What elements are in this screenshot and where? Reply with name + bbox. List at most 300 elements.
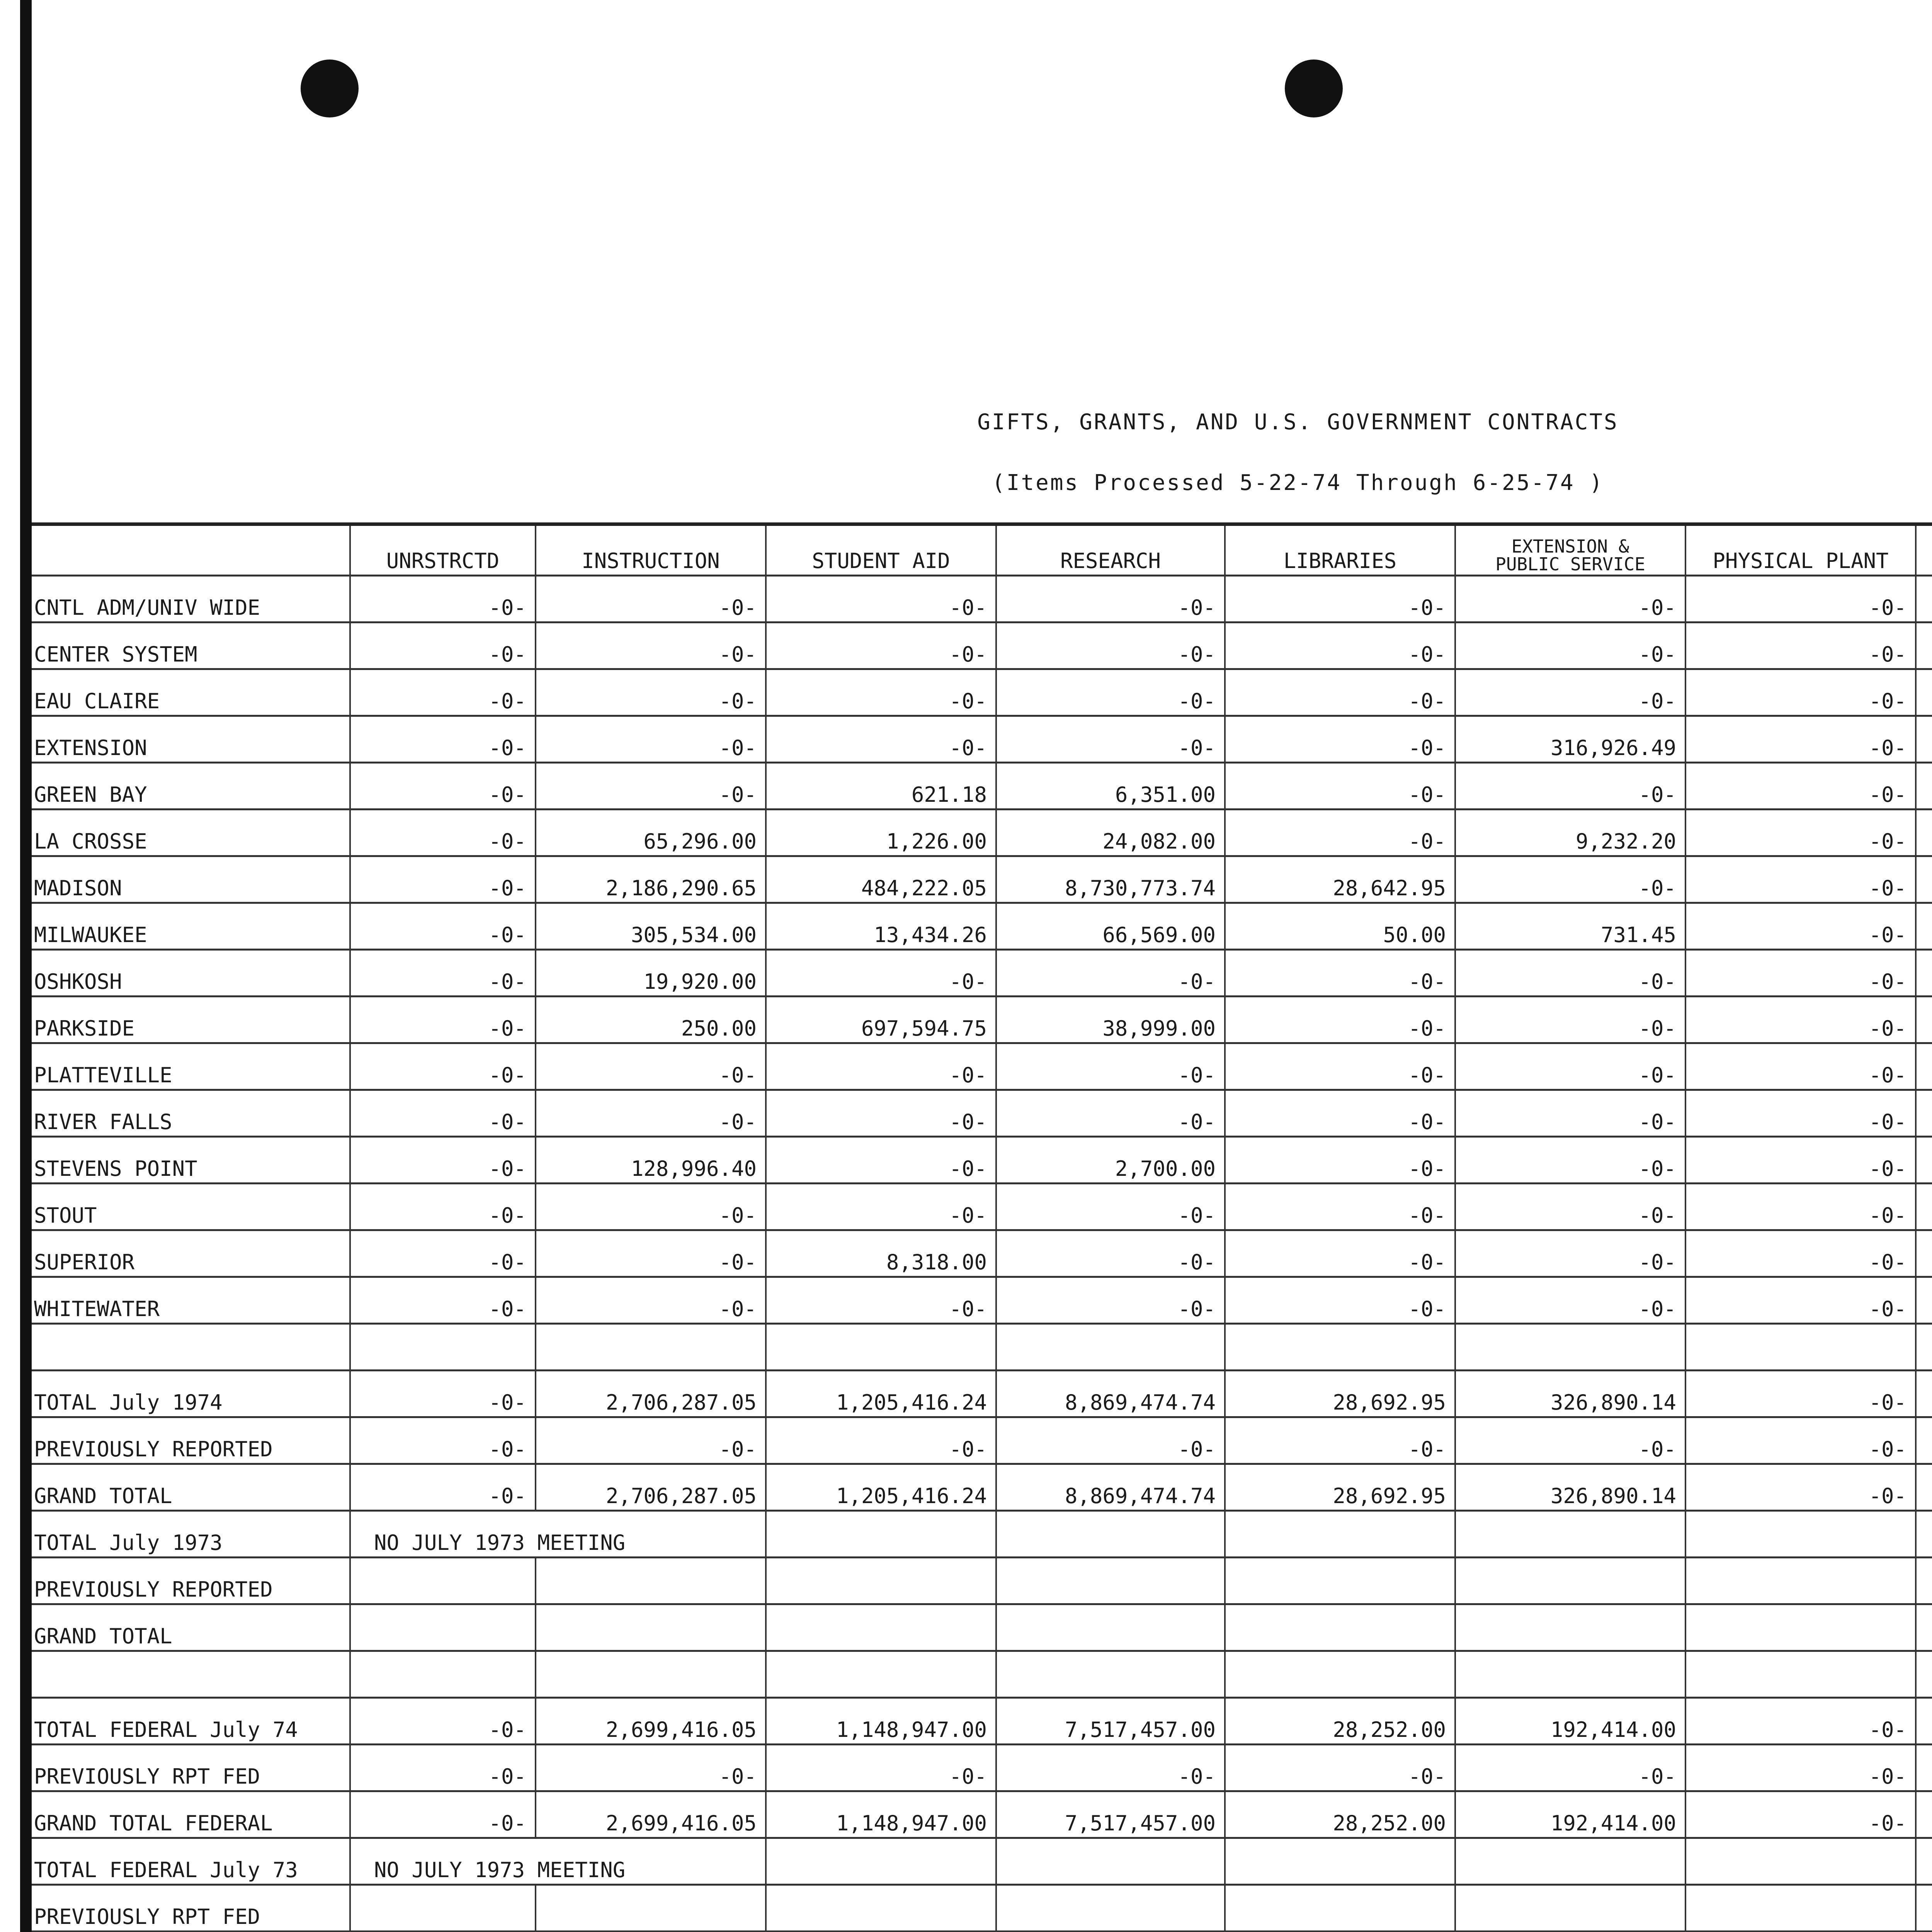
cell-instruction: -0- [536, 1417, 766, 1464]
cell-libraries: -0- [1225, 763, 1455, 810]
cell-miscellaneous [1916, 576, 1932, 622]
spacer-cell [996, 1651, 1225, 1698]
cell-miscellaneous [1916, 622, 1932, 669]
cell-extension: 192,414.00 [1455, 1698, 1685, 1745]
cell-miscellaneous [1916, 763, 1932, 810]
cell-research: 8,730,773.74 [996, 856, 1225, 903]
cell-student-aid: 1,148,947.00 [766, 1698, 996, 1745]
row-label: GRAND TOTAL FEDERAL [32, 1791, 350, 1838]
cell-physical-plant: -0- [1685, 950, 1916, 997]
cell-extension: -0- [1455, 856, 1685, 903]
empty-cell [766, 1838, 996, 1885]
cell-libraries: -0- [1225, 950, 1455, 997]
empty-cell [766, 1558, 996, 1604]
contracts-table [32, 522, 1932, 1932]
cell-instruction: 65,296.00 [536, 810, 766, 856]
federal-total-row [32, 1745, 1932, 1791]
cell-research: -0- [996, 669, 1225, 716]
cell-instruction: 2,186,290.65 [536, 856, 766, 903]
table-row [32, 716, 1932, 763]
cell-student-aid: 1,226.00 [766, 810, 996, 856]
table-row [32, 1184, 1932, 1230]
header-unrstrctd: UNRSTRCTD [350, 524, 536, 576]
spacer-row [32, 1324, 1932, 1371]
cell-extension: -0- [1455, 1090, 1685, 1137]
cell-libraries: -0- [1225, 1277, 1455, 1324]
cell-miscellaneous [1916, 1371, 1932, 1417]
cell-unrstrctd: -0- [350, 576, 536, 622]
cell-unrstrctd: -0- [350, 950, 536, 997]
previously-rpt-fed-1973-row [32, 1885, 1932, 1932]
cell-unrstrctd: -0- [350, 856, 536, 903]
cell-physical-plant: -0- [1685, 669, 1916, 716]
cell-instruction: 2,699,416.05 [536, 1791, 766, 1838]
row-label: STEVENS POINT [32, 1137, 350, 1184]
header-extension-public-service [1455, 524, 1685, 576]
cell-physical-plant: -0- [1685, 1791, 1916, 1838]
header-student-aid: STUDENT AID [766, 524, 996, 576]
cell-physical-plant: -0- [1685, 1090, 1916, 1137]
table-row [32, 856, 1932, 903]
row-label: OSHKOSH [32, 950, 350, 997]
cell-physical-plant: -0- [1685, 1371, 1916, 1417]
header-libraries: LIBRARIES [1225, 524, 1455, 576]
cell-physical-plant: -0- [1685, 903, 1916, 950]
row-label: PLATTEVILLE [32, 1043, 350, 1090]
row-label: CENTER SYSTEM [32, 622, 350, 669]
cell-libraries: -0- [1225, 1417, 1455, 1464]
cell-extension: 9,232.20 [1455, 810, 1685, 856]
cell-libraries: 28,252.00 [1225, 1698, 1455, 1745]
cell-miscellaneous [1916, 1698, 1932, 1745]
row-label: SUPERIOR [32, 1230, 350, 1277]
cell-unrstrctd: -0- [350, 903, 536, 950]
empty-cell [996, 1511, 1225, 1558]
empty-cell [1455, 1558, 1685, 1604]
cell-libraries: -0- [1225, 997, 1455, 1043]
cell-student-aid: -0- [766, 1184, 996, 1230]
cell-libraries: -0- [1225, 1090, 1455, 1137]
cell-student-aid: -0- [766, 1417, 996, 1464]
cell-student-aid: -0- [766, 1277, 996, 1324]
spacer-cell [996, 1324, 1225, 1371]
cell-research: 38,999.00 [996, 997, 1225, 1043]
total-row [32, 1417, 1932, 1464]
cell-miscellaneous [1916, 1090, 1932, 1137]
cell-physical-plant: -0- [1685, 1464, 1916, 1511]
cell-miscellaneous [1916, 1417, 1932, 1464]
cell-research: -0- [996, 1230, 1225, 1277]
header-miscellaneous [1916, 524, 1932, 576]
cell-physical-plant: -0- [1685, 716, 1916, 763]
cell-research: -0- [996, 576, 1225, 622]
empty-cell [1685, 1838, 1916, 1885]
empty-cell [1685, 1511, 1916, 1558]
cell-extension: -0- [1455, 1043, 1685, 1090]
cell-instruction: -0- [536, 1745, 766, 1791]
table-row [32, 903, 1932, 950]
cell-student-aid: -0- [766, 1137, 996, 1184]
cell-miscellaneous [1916, 1464, 1932, 1511]
empty-cell [996, 1604, 1225, 1651]
table-row [32, 622, 1932, 669]
row-label: TOTAL July 1974 [32, 1371, 350, 1417]
spacer-cell [32, 1651, 350, 1698]
cell-miscellaneous [1916, 856, 1932, 903]
table-row [32, 1090, 1932, 1137]
cell-student-aid: 1,205,416.24 [766, 1464, 996, 1511]
cell-research: 2,700.00 [996, 1137, 1225, 1184]
row-label: EXTENSION [32, 716, 350, 763]
cell-extension: 326,890.14 [1455, 1371, 1685, 1417]
cell-instruction: -0- [536, 1043, 766, 1090]
row-label: GREEN BAY [32, 763, 350, 810]
federal-total-row [32, 1698, 1932, 1745]
cell-instruction: 2,699,416.05 [536, 1698, 766, 1745]
cell-unrstrctd: -0- [350, 1745, 536, 1791]
empty-cell [996, 1558, 1225, 1604]
row-label: PREVIOUSLY REPORTED [32, 1417, 350, 1464]
cell-research: -0- [996, 1417, 1225, 1464]
page-edge-left [20, 0, 32, 1932]
cell-unrstrctd: -0- [350, 763, 536, 810]
cell-instruction: -0- [536, 1090, 766, 1137]
row-label: WHITEWATER [32, 1277, 350, 1324]
cell-research: 6,351.00 [996, 763, 1225, 810]
cell-miscellaneous [1916, 1230, 1932, 1277]
cell-student-aid: 621.18 [766, 763, 996, 810]
cell-instruction: 2,706,287.05 [536, 1464, 766, 1511]
cell-research: 7,517,457.00 [996, 1698, 1225, 1745]
cell-unrstrctd: -0- [350, 1417, 536, 1464]
empty-cell [1225, 1838, 1455, 1885]
cell-student-aid: -0- [766, 1090, 996, 1137]
cell-research: -0- [996, 950, 1225, 997]
cell-unrstrctd: -0- [350, 1791, 536, 1838]
cell-libraries: 28,252.00 [1225, 1791, 1455, 1838]
spacer-cell [1916, 1651, 1932, 1698]
cell-libraries: -0- [1225, 1043, 1455, 1090]
empty-cell [350, 1885, 536, 1932]
spacer-cell [1455, 1651, 1685, 1698]
spacer-cell [1685, 1324, 1916, 1371]
empty-cell [766, 1885, 996, 1932]
cell-student-aid: -0- [766, 1745, 996, 1791]
cell-unrstrctd: -0- [350, 1184, 536, 1230]
cell-research: 8,869,474.74 [996, 1371, 1225, 1417]
cell-extension: -0- [1455, 1137, 1685, 1184]
cell-student-aid: -0- [766, 576, 996, 622]
cell-instruction: -0- [536, 716, 766, 763]
cell-libraries: 50.00 [1225, 903, 1455, 950]
cell-physical-plant: -0- [1685, 1745, 1916, 1791]
empty-cell [536, 1558, 766, 1604]
cell-libraries: -0- [1225, 576, 1455, 622]
empty-cell [1225, 1511, 1455, 1558]
cell-extension: 731.45 [1455, 903, 1685, 950]
cell-extension: -0- [1455, 1184, 1685, 1230]
table-row [32, 1043, 1932, 1090]
cell-research: -0- [996, 1043, 1225, 1090]
header-extension-line1: EXTENSION & [1511, 536, 1629, 557]
spacer-cell [1685, 1651, 1916, 1698]
row-label: MADISON [32, 856, 350, 903]
federal-total-row [32, 1791, 1932, 1838]
spacer-cell [536, 1324, 766, 1371]
cell-physical-plant: -0- [1685, 1137, 1916, 1184]
table-row [32, 576, 1932, 622]
spacer-cell [350, 1651, 536, 1698]
cell-miscellaneous [1916, 1745, 1932, 1791]
table-row [32, 669, 1932, 716]
empty-cell [1685, 1885, 1916, 1932]
row-label: PREVIOUSLY RPT FED [32, 1885, 350, 1932]
cell-miscellaneous [1916, 1043, 1932, 1090]
cell-extension: -0- [1455, 997, 1685, 1043]
row-label: GRAND TOTAL [32, 1464, 350, 1511]
header-label [32, 524, 350, 576]
spacer-cell [32, 1324, 350, 1371]
cell-physical-plant: -0- [1685, 576, 1916, 622]
row-label: LA CROSSE [32, 810, 350, 856]
cell-student-aid: -0- [766, 669, 996, 716]
table-row [32, 1277, 1932, 1324]
cell-physical-plant: -0- [1685, 1230, 1916, 1277]
cell-unrstrctd: -0- [350, 1137, 536, 1184]
cell-student-aid: 1,205,416.24 [766, 1371, 996, 1417]
total-row [32, 1371, 1932, 1417]
row-label: PREVIOUSLY REPORTED [32, 1558, 350, 1604]
spacer-row [32, 1651, 1932, 1698]
cell-unrstrctd: -0- [350, 997, 536, 1043]
cell-student-aid: -0- [766, 950, 996, 997]
empty-cell [350, 1604, 536, 1651]
cell-instruction: -0- [536, 1184, 766, 1230]
cell-research: 24,082.00 [996, 810, 1225, 856]
punch-hole-center [1285, 60, 1343, 117]
cell-instruction: -0- [536, 622, 766, 669]
row-label: RIVER FALLS [32, 1090, 350, 1137]
row-label: TOTAL July 1973 [32, 1511, 350, 1558]
table-row [32, 810, 1932, 856]
cell-physical-plant: -0- [1685, 622, 1916, 669]
spacer-cell [1916, 1324, 1932, 1371]
empty-cell [350, 1558, 536, 1604]
table-row [32, 950, 1932, 997]
cell-extension: -0- [1455, 763, 1685, 810]
cell-miscellaneous [1916, 1277, 1932, 1324]
cell-unrstrctd: -0- [350, 669, 536, 716]
cell-miscellaneous [1916, 1184, 1932, 1230]
cell-miscellaneous [1916, 950, 1932, 997]
table-row [32, 763, 1932, 810]
cell-student-aid: 8,318.00 [766, 1230, 996, 1277]
cell-unrstrctd: -0- [350, 1698, 536, 1745]
table-body [32, 576, 1932, 1932]
empty-cell [536, 1604, 766, 1651]
cell-student-aid: 484,222.05 [766, 856, 996, 903]
spacer-cell [1225, 1324, 1455, 1371]
cell-extension: -0- [1455, 1277, 1685, 1324]
cell-physical-plant: -0- [1685, 997, 1916, 1043]
spacer-cell [1455, 1324, 1685, 1371]
table-row [32, 997, 1932, 1043]
cell-physical-plant: -0- [1685, 856, 1916, 903]
empty-cell [996, 1838, 1225, 1885]
document-title: GIFTS, GRANTS, AND U.S. GOVERNMENT CONTRACTS [977, 410, 1619, 435]
cell-libraries: -0- [1225, 1230, 1455, 1277]
spacer-cell [536, 1651, 766, 1698]
cell-instruction: -0- [536, 576, 766, 622]
cell-instruction: 305,534.00 [536, 903, 766, 950]
header-research: RESEARCH [996, 524, 1225, 576]
empty-cell [1225, 1558, 1455, 1604]
previously-reported-1973-row [32, 1558, 1932, 1604]
cell-extension: 316,926.49 [1455, 716, 1685, 763]
cell-physical-plant: -0- [1685, 810, 1916, 856]
cell-extension: -0- [1455, 1417, 1685, 1464]
cell-research: -0- [996, 1184, 1225, 1230]
cell-instruction: -0- [536, 1230, 766, 1277]
spacer-cell [350, 1324, 536, 1371]
cell-instruction: 250.00 [536, 997, 766, 1043]
header-physical-plant: PHYSICAL PLANT [1685, 524, 1916, 576]
cell-research: -0- [996, 1277, 1225, 1324]
cell-miscellaneous [1916, 1791, 1932, 1838]
cell-miscellaneous [1916, 1137, 1932, 1184]
row-label: STOUT [32, 1184, 350, 1230]
empty-cell [1455, 1838, 1685, 1885]
empty-cell [1916, 1838, 1932, 1885]
cell-physical-plant: -0- [1685, 1698, 1916, 1745]
header-extension-line2: PUBLIC SERVICE [1495, 554, 1645, 575]
cell-student-aid: -0- [766, 622, 996, 669]
cell-libraries: -0- [1225, 716, 1455, 763]
grand-total-1973-row [32, 1604, 1932, 1651]
cell-unrstrctd: -0- [350, 1277, 536, 1324]
cell-research: 66,569.00 [996, 903, 1225, 950]
empty-cell [1225, 1885, 1455, 1932]
cell-physical-plant: -0- [1685, 1277, 1916, 1324]
table-row [32, 1230, 1932, 1277]
cell-unrstrctd: -0- [350, 1090, 536, 1137]
cell-research: -0- [996, 622, 1225, 669]
cell-instruction: 128,996.40 [536, 1137, 766, 1184]
empty-cell [1685, 1604, 1916, 1651]
spacer-cell [1225, 1651, 1455, 1698]
cell-libraries: 28,692.95 [1225, 1371, 1455, 1417]
cell-libraries: -0- [1225, 669, 1455, 716]
cell-research: 7,517,457.00 [996, 1791, 1225, 1838]
cell-physical-plant: -0- [1685, 1417, 1916, 1464]
empty-cell [1455, 1604, 1685, 1651]
cell-unrstrctd: -0- [350, 1464, 536, 1511]
cell-student-aid: 1,148,947.00 [766, 1791, 996, 1838]
cell-extension: -0- [1455, 669, 1685, 716]
no-meeting-note: NO JULY 1973 MEETING [350, 1511, 766, 1558]
row-label: EAU CLAIRE [32, 669, 350, 716]
empty-cell [1225, 1604, 1455, 1651]
cell-research: -0- [996, 1745, 1225, 1791]
cell-extension: -0- [1455, 950, 1685, 997]
cell-unrstrctd: -0- [350, 1043, 536, 1090]
cell-libraries: -0- [1225, 810, 1455, 856]
spacer-cell [766, 1324, 996, 1371]
document-subtitle: (Items Processed 5-22-74 Through 6-25-74 ) [992, 470, 1604, 495]
cell-student-aid: 13,434.26 [766, 903, 996, 950]
cell-research: 8,869,474.74 [996, 1464, 1225, 1511]
cell-miscellaneous [1916, 810, 1932, 856]
cell-instruction: 2,706,287.05 [536, 1371, 766, 1417]
empty-cell [1916, 1885, 1932, 1932]
empty-cell [766, 1511, 996, 1558]
cell-miscellaneous [1916, 669, 1932, 716]
row-label: MILWAUKEE [32, 903, 350, 950]
header-row [32, 524, 1932, 576]
cell-unrstrctd: -0- [350, 622, 536, 669]
cell-unrstrctd: -0- [350, 1371, 536, 1417]
row-label: TOTAL FEDERAL July 74 [32, 1698, 350, 1745]
cell-libraries: 28,692.95 [1225, 1464, 1455, 1511]
cell-extension: -0- [1455, 1230, 1685, 1277]
cell-physical-plant: -0- [1685, 1184, 1916, 1230]
cell-student-aid: -0- [766, 1043, 996, 1090]
cell-instruction: -0- [536, 669, 766, 716]
punch-hole-left [301, 60, 359, 117]
row-label: CNTL ADM/UNIV WIDE [32, 576, 350, 622]
empty-cell [1916, 1604, 1932, 1651]
cell-unrstrctd: -0- [350, 810, 536, 856]
spacer-cell [766, 1651, 996, 1698]
cell-libraries: -0- [1225, 1184, 1455, 1230]
cell-instruction: -0- [536, 763, 766, 810]
row-label: GRAND TOTAL [32, 1604, 350, 1651]
row-label: PREVIOUSLY RPT FED [32, 1745, 350, 1791]
empty-cell [536, 1885, 766, 1932]
cell-extension: -0- [1455, 576, 1685, 622]
cell-student-aid: 697,594.75 [766, 997, 996, 1043]
cell-instruction: -0- [536, 1277, 766, 1324]
cell-miscellaneous [1916, 997, 1932, 1043]
cell-extension: 326,890.14 [1455, 1464, 1685, 1511]
cell-libraries: -0- [1225, 1137, 1455, 1184]
cell-unrstrctd: -0- [350, 1230, 536, 1277]
empty-cell [1916, 1511, 1932, 1558]
cell-research: -0- [996, 1090, 1225, 1137]
cell-physical-plant: -0- [1685, 763, 1916, 810]
cell-extension: 192,414.00 [1455, 1791, 1685, 1838]
empty-cell [1685, 1558, 1916, 1604]
federal-1973-row [32, 1838, 1932, 1885]
cell-research: -0- [996, 716, 1225, 763]
total-row [32, 1464, 1932, 1511]
cell-unrstrctd: -0- [350, 716, 536, 763]
cell-miscellaneous [1916, 903, 1932, 950]
cell-miscellaneous [1916, 716, 1932, 763]
empty-cell [1916, 1558, 1932, 1604]
cell-libraries: -0- [1225, 622, 1455, 669]
empty-cell [766, 1604, 996, 1651]
cell-instruction: 19,920.00 [536, 950, 766, 997]
table-row [32, 1137, 1932, 1184]
empty-cell [1455, 1511, 1685, 1558]
row-label: PARKSIDE [32, 997, 350, 1043]
header-instruction: INSTRUCTION [536, 524, 766, 576]
empty-cell [996, 1885, 1225, 1932]
cell-libraries: 28,642.95 [1225, 856, 1455, 903]
cell-extension: -0- [1455, 1745, 1685, 1791]
cell-physical-plant: -0- [1685, 1043, 1916, 1090]
